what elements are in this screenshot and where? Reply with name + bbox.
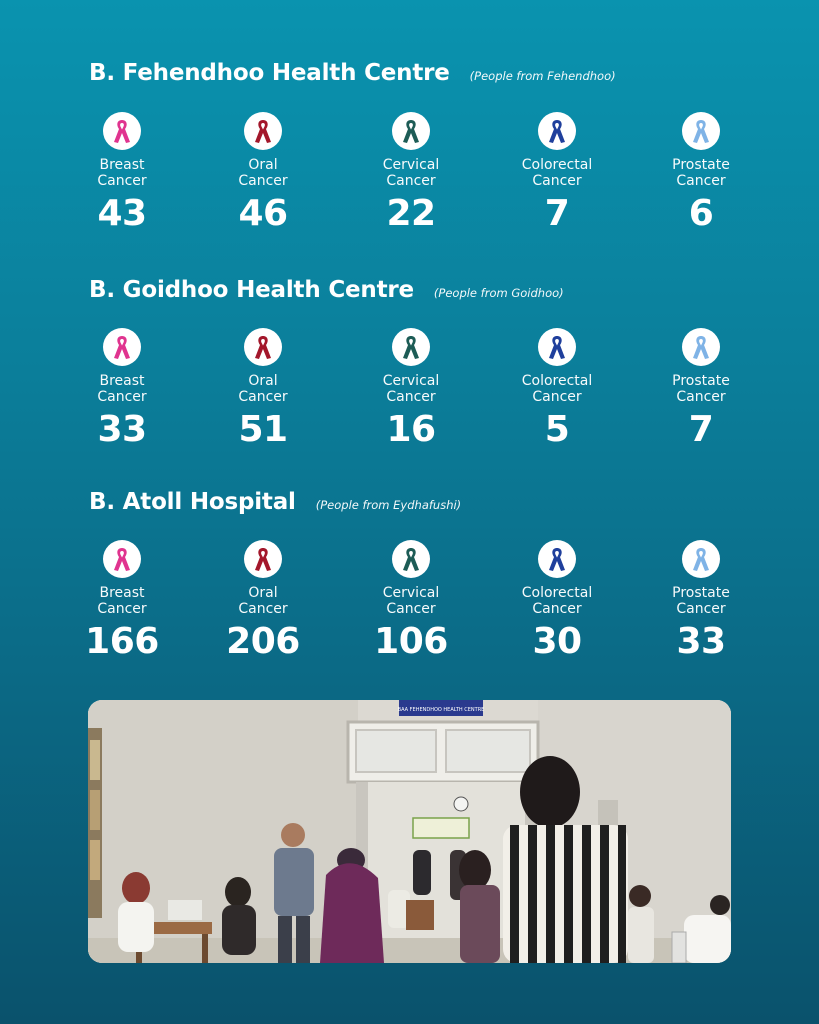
stat-label-line1: Breast bbox=[99, 373, 145, 389]
stat-label bbox=[193, 373, 333, 405]
stat-label bbox=[487, 585, 627, 617]
stat-label-line2: Cancer bbox=[532, 173, 582, 189]
stat-item-colorectal-cancer bbox=[487, 112, 627, 233]
burgundy-ribbon-icon bbox=[244, 112, 282, 150]
stat-label-line1: Colorectal bbox=[521, 157, 593, 173]
stat-label-line2: Cancer bbox=[238, 601, 288, 617]
stat-label-line1: Prostate bbox=[672, 157, 730, 173]
stat-value: 7 bbox=[688, 409, 714, 450]
stat-label-line2: Cancer bbox=[676, 601, 726, 617]
stat-value: 5 bbox=[544, 409, 570, 450]
section-title: B. Atoll Hospital bbox=[89, 489, 296, 515]
stat-label-line1: Cervical bbox=[382, 585, 440, 601]
stat-value: 106 bbox=[374, 621, 448, 662]
stat-label-line2: Cancer bbox=[238, 389, 288, 405]
stat-item-colorectal-cancer bbox=[487, 328, 627, 449]
stat-item-oral-cancer bbox=[193, 112, 333, 233]
stat-label-line1: Oral bbox=[248, 585, 278, 601]
light-blue-ribbon-icon bbox=[682, 328, 720, 366]
stat-label-line1: Breast bbox=[99, 157, 145, 173]
stat-item-prostate-cancer bbox=[631, 540, 771, 661]
stat-value: 51 bbox=[238, 409, 288, 450]
section-header bbox=[89, 489, 461, 515]
stat-item-oral-cancer bbox=[193, 328, 333, 449]
stat-value: 46 bbox=[238, 193, 288, 234]
light-blue-ribbon-icon bbox=[682, 540, 720, 578]
stat-label-line2: Cancer bbox=[532, 601, 582, 617]
burgundy-ribbon-icon bbox=[244, 328, 282, 366]
stat-label bbox=[52, 585, 192, 617]
stat-item-breast-cancer bbox=[52, 112, 192, 233]
stat-label-line1: Prostate bbox=[672, 373, 730, 389]
stat-label-line2: Cancer bbox=[676, 389, 726, 405]
sign-text: BAA FEHENDHOO HEALTH CENTRE bbox=[397, 707, 485, 713]
stat-label-line2: Cancer bbox=[238, 173, 288, 189]
striped-shirt bbox=[503, 825, 628, 963]
blue-ribbon-icon bbox=[538, 540, 576, 578]
section-title: B. Goidhoo Health Centre bbox=[89, 277, 414, 303]
stat-label-line1: Breast bbox=[99, 585, 145, 601]
light-blue-ribbon-icon bbox=[682, 112, 720, 150]
stat-item-cervical-cancer bbox=[341, 328, 481, 449]
stat-label-line1: Cervical bbox=[382, 373, 440, 389]
stat-item-prostate-cancer bbox=[631, 328, 771, 449]
stat-value: 33 bbox=[97, 409, 147, 450]
stat-label bbox=[341, 373, 481, 405]
stat-label-line2: Cancer bbox=[97, 173, 147, 189]
stat-label bbox=[193, 157, 333, 189]
health-centre-photo bbox=[88, 700, 731, 963]
stat-label-line1: Colorectal bbox=[521, 373, 593, 389]
stat-label-line1: Colorectal bbox=[521, 585, 593, 601]
stat-label-line1: Oral bbox=[248, 157, 278, 173]
section-title: B. Fehendhoo Health Centre bbox=[89, 60, 450, 86]
section-subtitle: (People from Fehendhoo) bbox=[469, 69, 616, 83]
stat-label bbox=[52, 157, 192, 189]
stat-label bbox=[341, 157, 481, 189]
teal-ribbon-icon bbox=[392, 540, 430, 578]
stat-item-cervical-cancer bbox=[341, 112, 481, 233]
stat-value: 166 bbox=[85, 621, 159, 662]
stat-label bbox=[631, 373, 771, 405]
stat-value: 43 bbox=[97, 193, 147, 234]
teal-ribbon-icon bbox=[392, 328, 430, 366]
stat-item-oral-cancer bbox=[193, 540, 333, 661]
section-subtitle: (People from Goidhoo) bbox=[433, 286, 564, 300]
stat-value: 30 bbox=[532, 621, 582, 662]
stat-label bbox=[631, 585, 771, 617]
teal-ribbon-icon bbox=[392, 112, 430, 150]
stat-value: 6 bbox=[688, 193, 714, 234]
stat-label-line2: Cancer bbox=[676, 173, 726, 189]
pink-ribbon-icon bbox=[103, 540, 141, 578]
stat-item-breast-cancer bbox=[52, 540, 192, 661]
pink-ribbon-icon bbox=[103, 328, 141, 366]
stat-label-line1: Oral bbox=[248, 373, 278, 389]
stat-label bbox=[341, 585, 481, 617]
burgundy-ribbon-icon bbox=[244, 540, 282, 578]
stat-label bbox=[193, 585, 333, 617]
stat-label-line2: Cancer bbox=[532, 389, 582, 405]
stat-item-colorectal-cancer bbox=[487, 540, 627, 661]
stat-value: 22 bbox=[386, 193, 436, 234]
pink-ribbon-icon bbox=[103, 112, 141, 150]
blue-ribbon-icon bbox=[538, 112, 576, 150]
stat-value: 33 bbox=[676, 621, 726, 662]
stat-label-line1: Prostate bbox=[672, 585, 730, 601]
stat-label bbox=[487, 157, 627, 189]
stat-item-cervical-cancer bbox=[341, 540, 481, 661]
stat-label-line2: Cancer bbox=[97, 389, 147, 405]
stat-value: 16 bbox=[386, 409, 436, 450]
photo-illustration bbox=[88, 700, 731, 963]
stat-item-breast-cancer bbox=[52, 328, 192, 449]
stat-label-line2: Cancer bbox=[386, 601, 436, 617]
stat-value: 206 bbox=[226, 621, 300, 662]
stat-label bbox=[52, 373, 192, 405]
section-subtitle: (People from Eydhafushi) bbox=[315, 498, 462, 512]
stat-label-line2: Cancer bbox=[386, 173, 436, 189]
stat-item-prostate-cancer bbox=[631, 112, 771, 233]
stat-value: 7 bbox=[544, 193, 570, 234]
stat-label bbox=[631, 157, 771, 189]
stat-label-line2: Cancer bbox=[97, 601, 147, 617]
stat-label bbox=[487, 373, 627, 405]
stat-label-line2: Cancer bbox=[386, 389, 436, 405]
blue-ribbon-icon bbox=[538, 328, 576, 366]
stat-label-line1: Cervical bbox=[382, 157, 440, 173]
